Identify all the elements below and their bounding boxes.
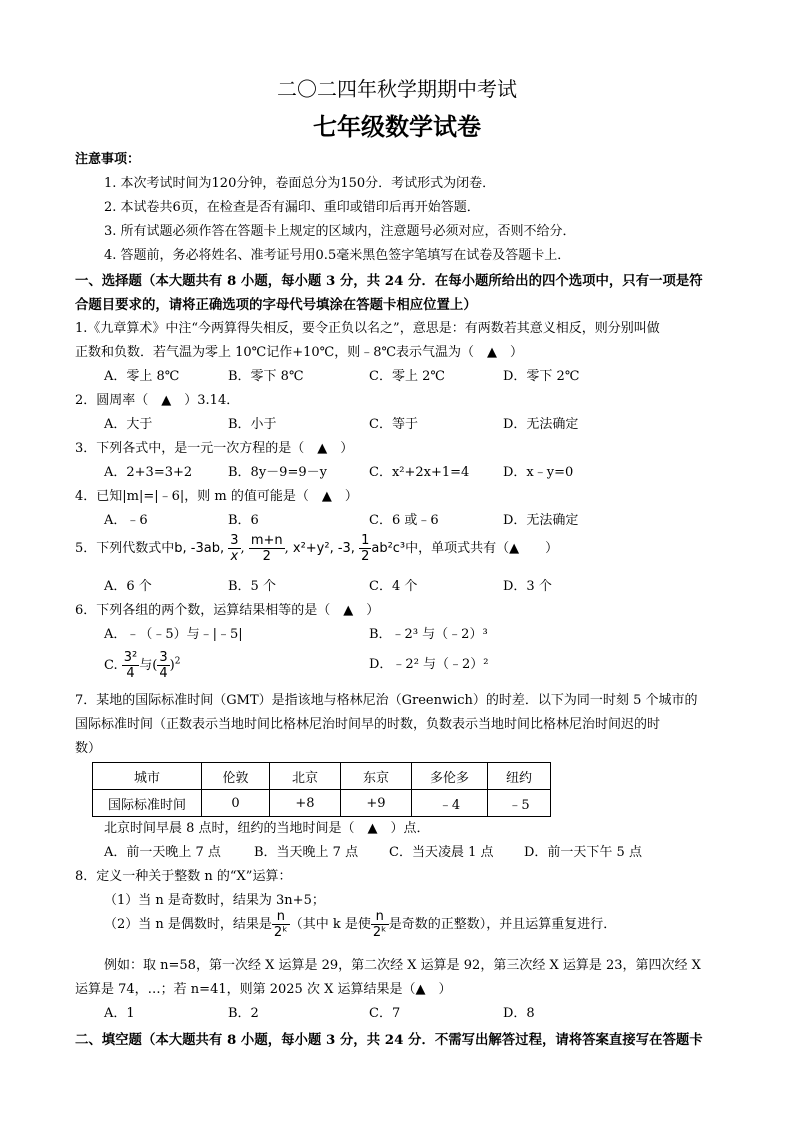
q6-fraction-3-over-4: $\frac{3}{4}$ [159,650,168,681]
section1-heading-cont: 合题目要求的，请将正确选项的字母代号填涂在答题卡相应位置上） [75,297,477,313]
q5-option-c: C．4 个 [369,579,418,594]
q3-option-b: B．8y－9=9－y [228,465,327,480]
q4-stem: 4．已知|m|=|﹣6|，则 m 的值可能是（ ▲ ） [75,489,358,504]
notes-heading: 注意事项： [75,152,141,167]
q8-rule2: （2）当 n 是偶数时，结果是 $\frac{n}{\text{2ᵏ}}$ （其中 k 是使 $\frac{n}{\text{2ᵏ}}$ 是奇数的正整数），并且运算重复进行． [104,909,617,940]
q6-option-a: A．﹣（﹣5）与﹣|﹣5| [104,627,243,642]
q5-suffix: 中，单项式共有（▲ ） [405,541,559,556]
q1-stem-cont: 正数和负数．若气温为零上 10℃记作+10℃，则﹣8℃表示气温为（ ▲ ） [75,345,524,360]
q4-option-c: C．6 或﹣6 [369,513,439,528]
q8-rule1: （1）当 n 是奇数时，结果为 3n+5； [104,893,325,908]
table-cell: 0 [202,790,270,817]
q7-option-d: D．前一天下午 5 点 [524,845,642,860]
q6-fraction-3sq-over-4: $\frac{\text{3²}}{4}$ [123,650,138,681]
note-item: 4. 答题前，务必将姓名、准考证号用0.5毫米黑色签字笔填写在试卷及答题卡上． [104,248,571,263]
table-header-cell: 北京 [270,763,341,790]
q6-option-d: D．﹣2² 与（﹣2）² [369,657,489,672]
q1-option-b: B．零下 8℃ [228,369,304,384]
q3-option-a: A．2+3=3+2 [104,465,193,480]
table-row [93,763,551,790]
q8-fraction-n-over-2k: $\frac{n}{\text{2ᵏ}}$ [273,909,288,940]
q2-option-c: C．等于 [369,417,418,432]
q8-option-d: D．8 [503,1006,535,1021]
q7-option-a: A．前一天晚上 7 点 [104,845,221,860]
q7-stem-cont: 国际标准时间（正数表示当地时间比格林尼治时间早的时数，负数表示当地时间比格林尼治时间迟的时 [75,717,661,732]
q4-option-b: B．6 [228,513,259,528]
q8-option-b: B．2 [228,1006,259,1021]
q5-stem: 5．下列代数式中b, -3ab, $\frac{3}{x}$ , $\frac{m+n}{2}$ , x²+y², -3, $\frac{1}{2}$ ab²c³中，单项式共有（▲ ） [75,533,559,564]
q8-example: 例如：取 n=58，第一次经 X 运算是 29，第二次经 X 运算是 92，第三次经 X 运算是 23，第四次经 X [104,958,701,973]
table-cell: +8 [270,790,341,817]
q8-option-c: C．7 [369,1006,401,1021]
section1-heading: 一、选择题（本大题共有 8 小题，每小题 3 分，共 24 分．在每小题所给出的四个选项中，只有一项是符 [75,273,703,289]
q1-stem: 1.《九章算术》中注“今两算得失相反，要令正负以名之”，意思是：有两数若其意义相反，则分别叫做 [75,321,660,336]
q5-term: b, -3ab, [174,541,225,556]
table-cell: ﹣4 [412,790,488,817]
q1-option-c: C．零上 2℃ [369,369,445,384]
table-cell: ﹣5 [488,790,551,817]
table-header-cell: 城市 [93,763,202,790]
note-item: 3. 所有试题必须作答在答题卡上规定的区域内，注意题号必须对应，否则不给分． [104,224,576,239]
q3-stem: 3．下列各式中，是一元一次方程的是（ ▲ ） [75,441,354,456]
q5-option-b: B．5 个 [228,579,276,594]
q1-option-a: A．零上 8℃ [104,369,180,384]
q6-stem: 6．下列各组的两个数，运算结果相等的是（ ▲ ） [75,603,380,618]
q5-fraction-3-over-x: $\frac{3}{x}$ [230,533,239,564]
q5-term: ab²c³ [371,541,406,556]
q5-option-a: A．6 个 [104,579,152,594]
q8-example-cont: 运算是 74，…；若 n=41，则第 2025 次 X 运算结果是（▲ ） [75,982,452,997]
q8-option-a: A．1 [104,1006,135,1021]
note-item: 2. 本试卷共6页，在检查是否有漏印、重印或错印后再开始答题． [104,200,480,215]
table-cell: +9 [341,790,412,817]
q3-option-d: D．x﹣y=0 [503,465,574,480]
table-header-cell: 东京 [341,763,412,790]
q7-stem: 7．某地的国际标准时间（GMT）是指该地与格林尼治（Greenwich）的时差．以下为同一时刻 5 个城市的 [75,693,698,708]
q5-fraction-1-over-2: $\frac{1}{2}$ [361,533,370,564]
q1-option-d: D．零下 2℃ [503,369,580,384]
note-item: 1. 本次考试时间为120分钟，卷面总分为150分．考试形式为闭卷． [104,176,496,191]
exam-title: 二〇二四年秋学期期中考试 [277,77,517,101]
exam-subtitle: 七年级数学试卷 [313,113,481,141]
q2-stem: 2．圆周率（ ▲ ）3.14． [75,393,240,408]
q6-option-b: B．﹣2³ 与（﹣2）³ [369,627,488,642]
q3-option-c: C．x²+2x+1=4 [369,465,470,480]
section2-heading: 二、填空题（本大题共有 8 小题，每小题 3 分，共 24 分．不需写出解答过程，请将答案直接写在答题卡 [75,1032,703,1048]
q5-prefix: 5．下列代数式中 [75,541,175,556]
q7-option-b: B．当天晚上 7 点 [254,845,359,860]
q8-fraction-n-over-2k: $\frac{n}{\text{2ᵏ}}$ [372,909,387,940]
q7-stem-cont: 数） [75,741,102,756]
q7-question: 北京时间早晨 8 点时，纽约的当地时间是（ ▲ ）点． [104,821,430,836]
q7-option-c: C．当天凌晨 1 点 [389,845,494,860]
q8-stem: 8．定义一种关于整数 n 的“X”运算： [75,869,292,884]
q5-option-d: D．3 个 [503,579,552,594]
q4-option-a: A．﹣6 [104,513,148,528]
q2-option-b: B．小于 [228,417,277,432]
q2-option-a: A．大于 [104,417,153,432]
q5-term: x²+y², -3, [292,541,355,556]
q4-option-d: D．无法确定 [503,513,579,528]
table-cell: 国际标准时间 [93,790,202,817]
gmt-table [92,762,551,817]
q5-fraction-mn-over-2: $\frac{m+n}{2}$ [250,533,283,564]
table-row [93,790,551,817]
q6-option-c: C. $\frac{\text{3²}}{4}$ 与( $\frac{3}{4}$ )$^2$ [104,650,181,681]
table-header-cell: 伦敦 [202,763,270,790]
table-header-cell: 纽约 [488,763,551,790]
q2-option-d: D．无法确定 [503,417,579,432]
table-header-cell: 多伦多 [412,763,488,790]
